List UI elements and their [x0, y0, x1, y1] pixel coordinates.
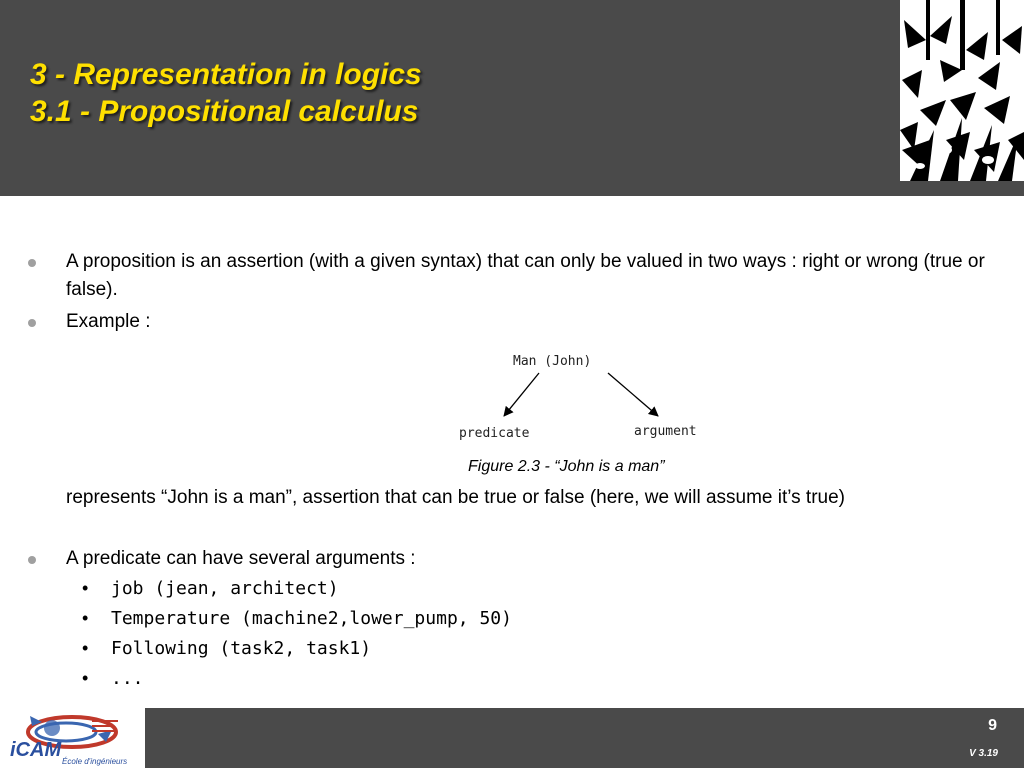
arrow-to-argument — [608, 373, 658, 416]
icam-logo-graphic — [0, 708, 145, 768]
example-text: job (jean, architect) — [111, 578, 339, 599]
icam-logo — [0, 708, 145, 768]
figure-caption: Figure 2.3 - “John is a man” — [468, 458, 665, 475]
bullet-marker — [28, 259, 36, 267]
bullet-several-arguments: A predicate can have several arguments : — [66, 548, 416, 569]
bullet-proposition: A proposition is an assertion (with a given syntax) that can only be valued in two ways : right or wrong (true or false). — [66, 251, 985, 300]
explanation-text: represents “John is a man”, assertion that can be true or false (here, we will assume it’s true) — [66, 487, 845, 508]
title-line-1: 3 - Representation in logics — [30, 58, 422, 91]
bullet-marker — [28, 319, 36, 327]
bullet-marker — [28, 556, 36, 564]
bullet-example: Example : — [66, 311, 151, 332]
predicate-diagram — [430, 346, 750, 442]
sub-bullet-marker: • — [82, 638, 89, 658]
sub-bullet-marker: • — [82, 578, 89, 598]
page-number: 9 — [988, 717, 997, 734]
example-text: Temperature (machine2,lower_pump, 50) — [111, 608, 512, 629]
diagram-expression: Man (John) — [513, 354, 592, 369]
example-item — [82, 606, 512, 631]
logo-subtitle: École d'ingénieurs — [62, 757, 128, 766]
sub-bullet-marker: • — [82, 668, 89, 688]
sub-bullet-marker: • — [82, 608, 89, 628]
example-text: Following (task2, task1) — [111, 638, 372, 659]
diagram-predicate-label: predicate — [459, 426, 530, 441]
example-item — [82, 636, 371, 661]
version-label: V 3.19 — [969, 748, 998, 759]
diagram-argument-label: argument — [634, 424, 697, 439]
example-item — [82, 666, 144, 691]
example-text: ... — [111, 668, 144, 689]
example-item — [82, 576, 339, 601]
slide-footer — [0, 708, 1024, 768]
title-line-2: 3.1 - Propositional calculus — [30, 95, 419, 128]
logo-text: iCAM — [10, 739, 62, 761]
arrow-to-predicate — [504, 373, 539, 416]
